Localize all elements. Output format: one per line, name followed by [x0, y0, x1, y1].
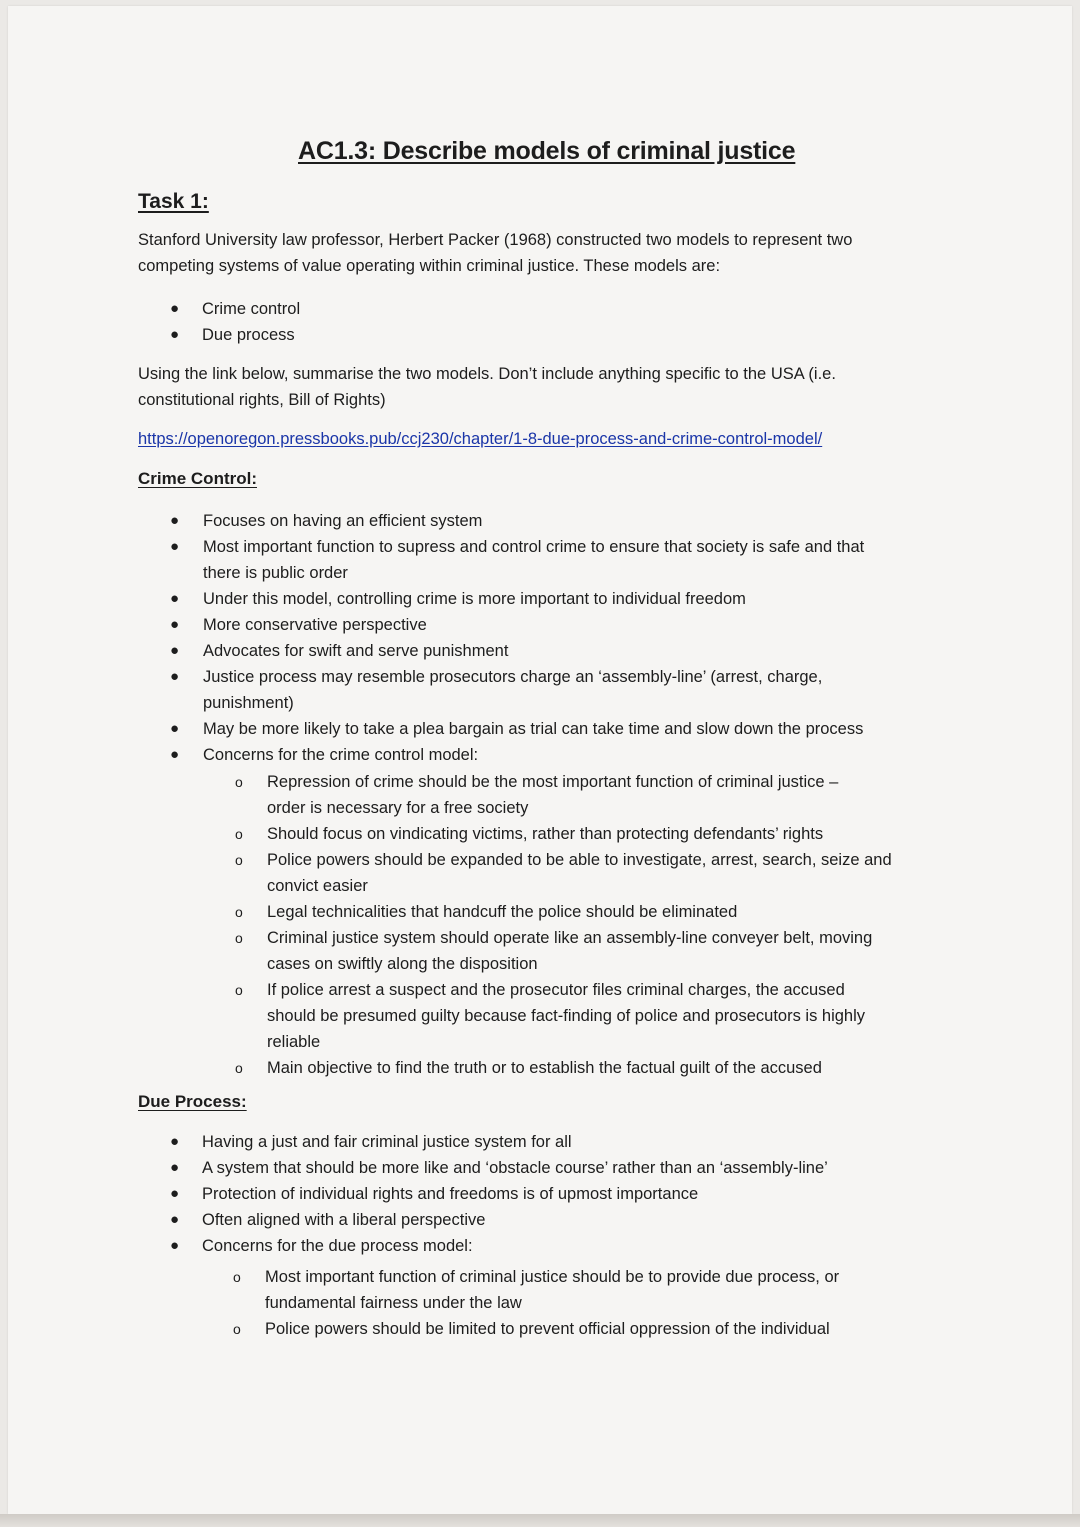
circle-bullet-icon: o — [233, 1269, 241, 1285]
page-title: AC1.3: Describe models of criminal justice — [298, 137, 796, 165]
list-item: o Criminal justice system should operate like an assembly-line conveyer belt, moving — [267, 925, 1067, 951]
instruction-line: Using the link below, summarise the two models. Don’t include anything specific to the USA (i.e. — [138, 365, 836, 383]
circle-bullet-icon: o — [235, 1060, 243, 1076]
list-item: o Repression of crime should be the most important function of criminal justice – — [267, 769, 1067, 795]
list-item: fundamental fairness under the law — [265, 1294, 522, 1312]
crime-control-concerns-list — [235, 769, 1067, 1081]
list-item: reliable — [267, 1033, 321, 1051]
list-item: ● Protection of individual rights and freedoms is of upmost importance — [202, 1181, 1052, 1207]
bullet-icon: ● — [170, 1159, 180, 1176]
circle-bullet-icon: o — [235, 982, 243, 998]
bullet-icon: ● — [170, 1185, 180, 1202]
list-item: ● Crime control — [202, 296, 300, 322]
bullet-icon: ● — [170, 642, 180, 659]
list-item: there is public order — [203, 564, 348, 582]
bullet-icon: ● — [170, 720, 180, 737]
list-item: ● Advocates for swift and serve punishment — [203, 638, 1053, 664]
bullet-icon: ● — [170, 668, 180, 685]
bullet-icon: ● — [170, 616, 180, 633]
list-item: punishment) — [203, 694, 294, 712]
bullet-icon: ● — [170, 512, 180, 529]
list-item: o Legal technicalities that handcuff the police should be eliminated — [267, 899, 1067, 925]
circle-bullet-icon: o — [233, 1321, 241, 1337]
circle-bullet-icon: o — [235, 904, 243, 920]
instruction-paragraph — [138, 361, 1018, 413]
list-item: ● Concerns for the due process model: — [202, 1233, 1052, 1259]
bullet-icon: ● — [170, 326, 180, 343]
list-item: ● Justice process may resemble prosecutors charge an ‘assembly-line’ (arrest, charge, — [203, 664, 1053, 690]
circle-bullet-icon: o — [235, 774, 243, 790]
list-item: ● May be more likely to take a plea bargain as trial can take time and slow down the process — [203, 716, 1053, 742]
due-process-heading: Due Process: — [138, 1092, 247, 1111]
list-item: o If police arrest a suspect and the prosecutor files criminal charges, the accused — [267, 977, 1067, 1003]
list-item: o Should focus on vindicating victims, rather than protecting defendants’ rights — [267, 821, 1067, 847]
source-link[interactable]: https://openoregon.pressbooks.pub/ccj230/chapter/1-8-due-process-and-crime-control-model/ — [138, 430, 823, 448]
list-item: o Police powers should be limited to prevent official oppression of the individual — [265, 1316, 1065, 1342]
list-item: order is necessary for a free society — [267, 799, 529, 817]
intro-line: competing systems of value operating within criminal justice. These models are: — [138, 257, 721, 275]
list-item: ● Focuses on having an efficient system — [203, 508, 1053, 534]
bullet-icon: ● — [170, 590, 180, 607]
circle-bullet-icon: o — [235, 852, 243, 868]
list-item: o Police powers should be expanded to be able to investigate, arrest, search, seize and — [267, 847, 1067, 873]
due-process-concerns-list — [233, 1264, 1065, 1342]
due-process-list — [170, 1129, 1052, 1259]
list-item: should be presumed guilty because fact-finding of police and prosecutors is highly — [267, 1007, 866, 1025]
list-item: ● Under this model, controlling crime is more important to individual freedom — [203, 586, 1053, 612]
bullet-icon: ● — [170, 538, 180, 555]
list-item: ● More conservative perspective — [203, 612, 1053, 638]
list-item: ● Concerns for the crime control model: — [203, 742, 1053, 768]
list-item: o Main objective to find the truth or to establish the factual guilt of the accused — [267, 1055, 1067, 1081]
task-heading: Task 1: — [138, 190, 209, 213]
list-item: o Most important function of criminal justice should be to provide due process, or — [265, 1264, 1065, 1290]
intro-paragraph — [138, 227, 1018, 279]
crime-control-heading: Crime Control: — [138, 469, 257, 488]
list-item: ● Often aligned with a liberal perspective — [202, 1207, 1052, 1233]
intro-line: Stanford University law professor, Herbert Packer (1968) constructed two models to represent two — [138, 231, 853, 249]
bullet-icon: ● — [170, 300, 180, 317]
list-item: ● A system that should be more like and ‘obstacle course’ rather than an ‘assembly-line’ — [202, 1155, 1052, 1181]
bullet-icon: ● — [170, 1211, 180, 1228]
bullet-icon: ● — [170, 746, 180, 763]
bullet-icon: ● — [170, 1237, 180, 1254]
instruction-line: constitutional rights, Bill of Rights) — [138, 391, 386, 409]
document-page — [8, 6, 1072, 1514]
list-item: ● Due process — [202, 322, 300, 348]
bullet-icon: ● — [170, 1133, 180, 1150]
list-item: ● Most important function to supress and control crime to ensure that society is safe and that — [203, 534, 1053, 560]
models-list — [170, 296, 301, 348]
crime-control-list — [170, 508, 1053, 768]
page-bottom-edge — [0, 1514, 1080, 1527]
circle-bullet-icon: o — [235, 930, 243, 946]
list-item: ● Having a just and fair criminal justice system for all — [202, 1129, 1052, 1155]
list-item: cases on swiftly along the disposition — [267, 955, 538, 973]
circle-bullet-icon: o — [235, 826, 243, 842]
list-item: convict easier — [267, 877, 368, 895]
